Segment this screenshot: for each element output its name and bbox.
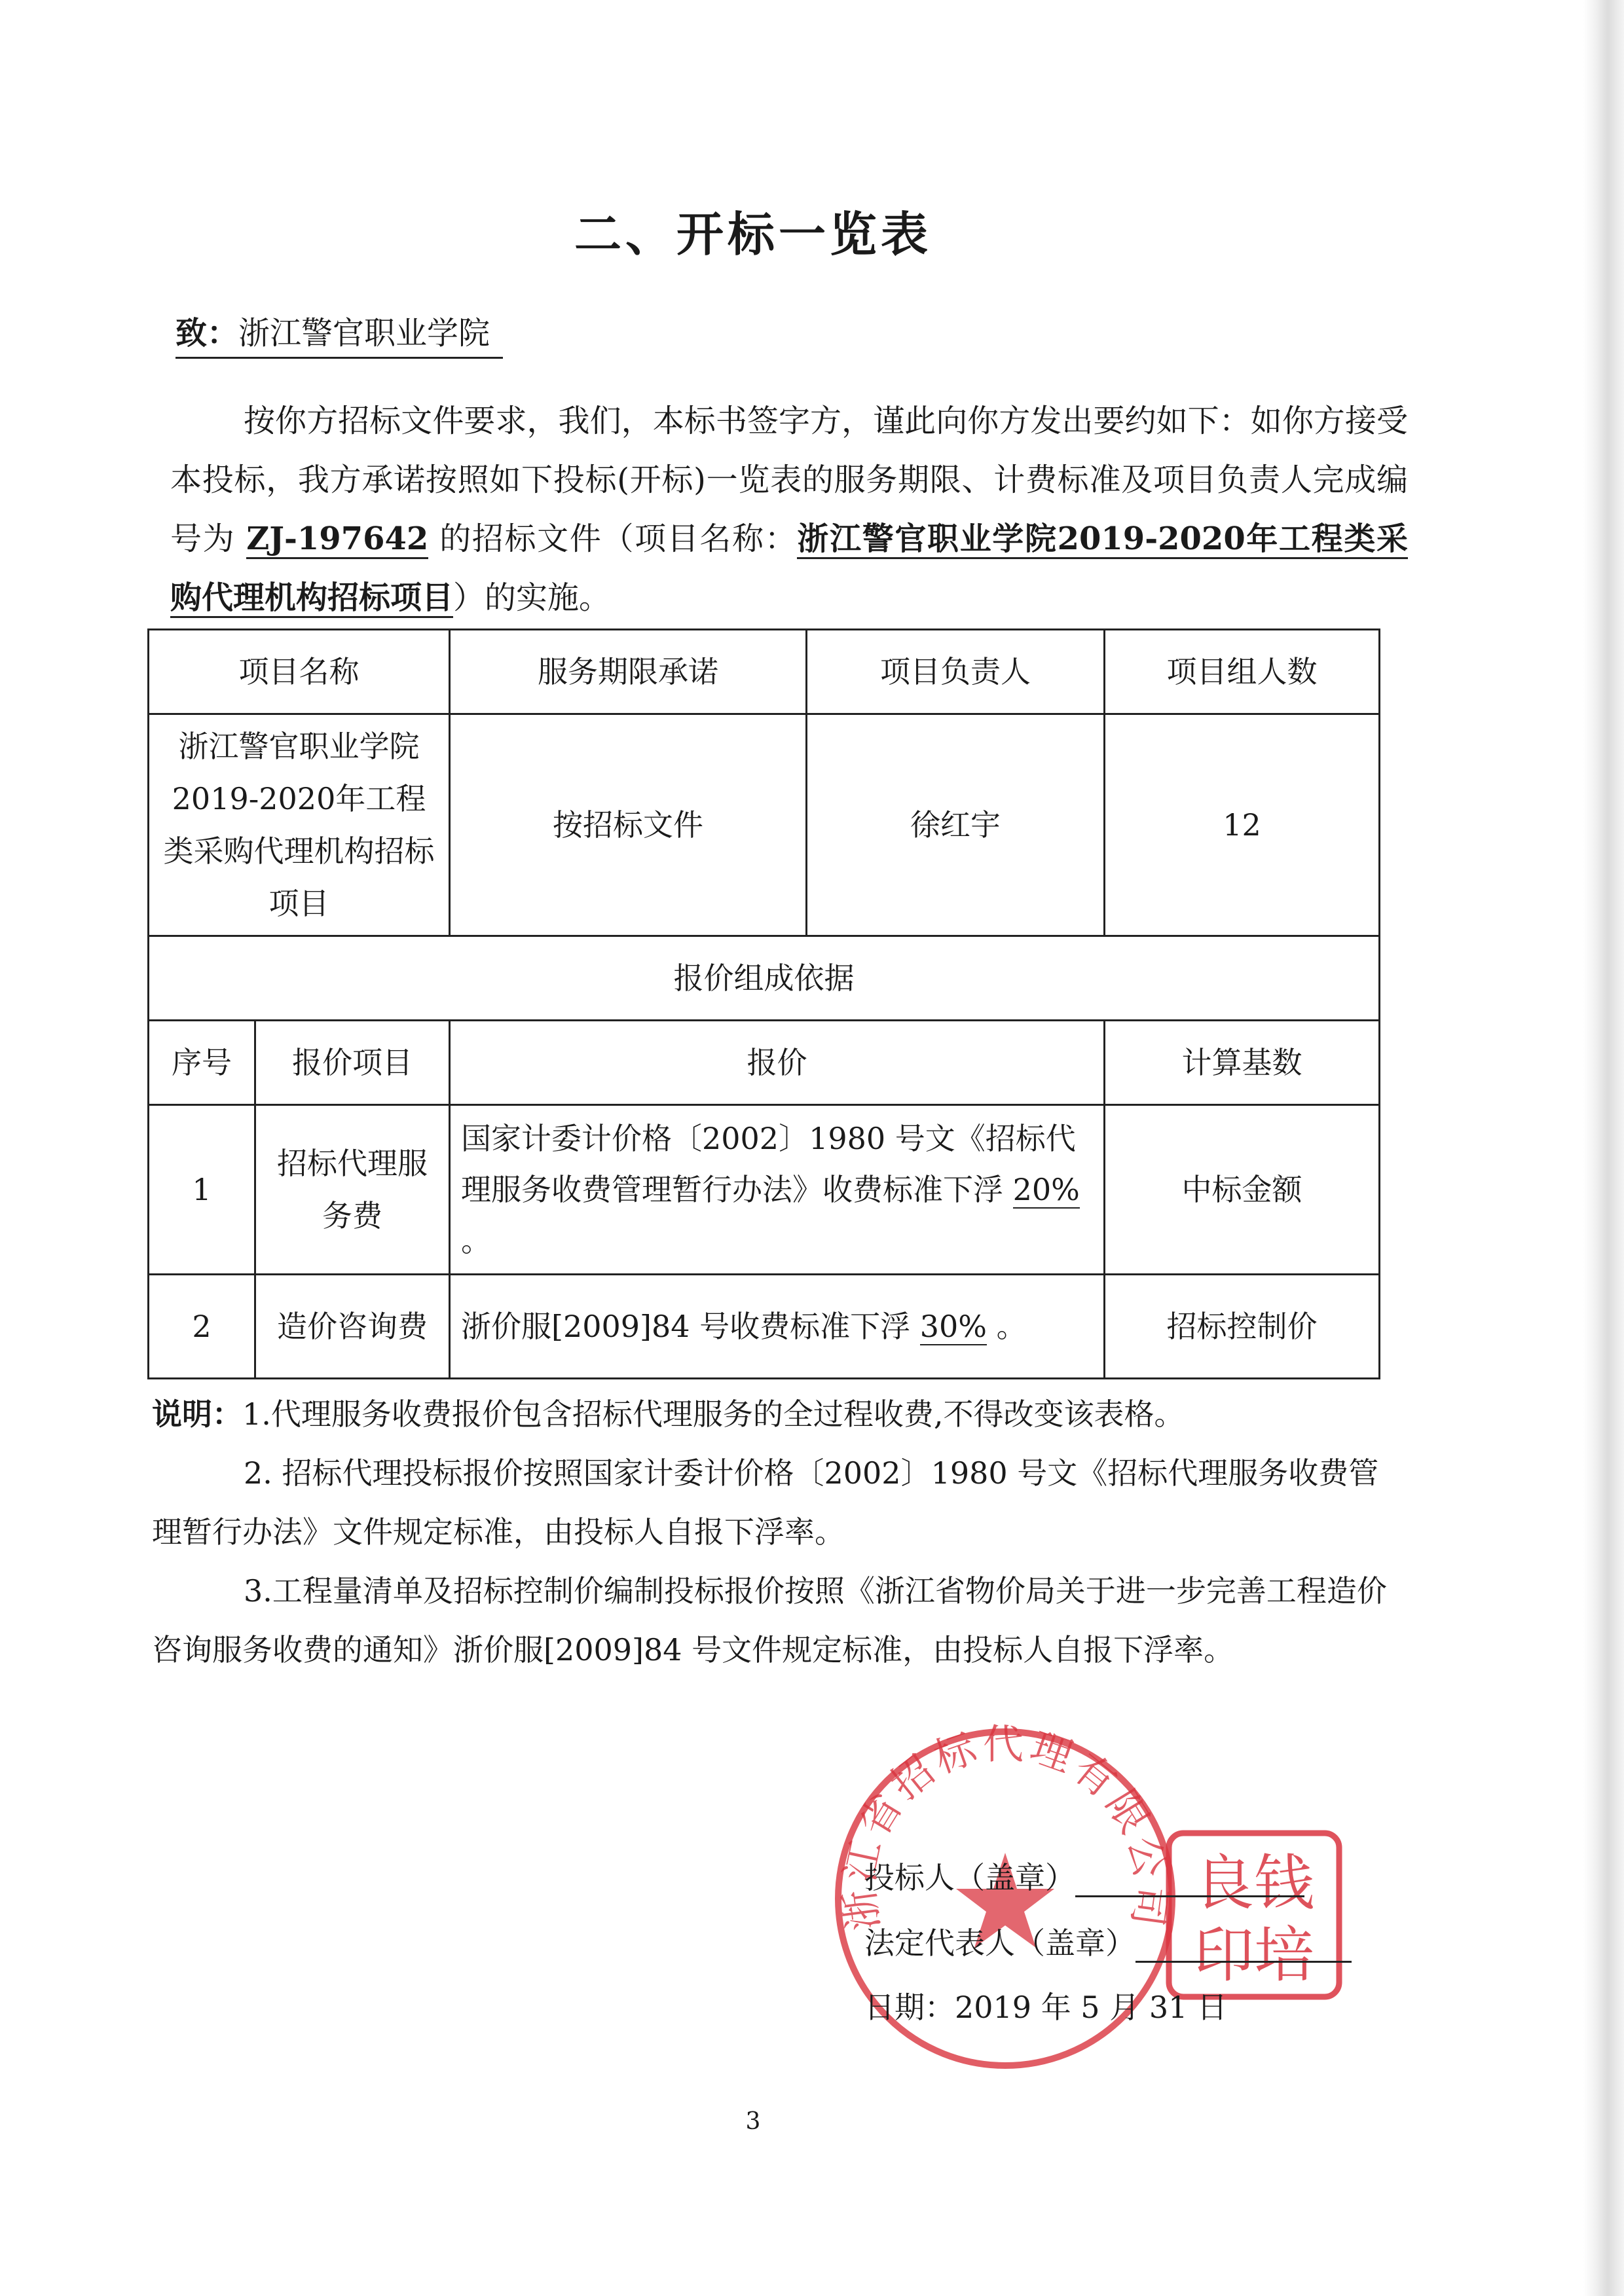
section-title: 报价组成依据 — [149, 936, 1380, 1021]
intro-text-3: ）的实施。 — [453, 579, 611, 616]
date-label: 日期： — [864, 1990, 955, 2025]
personal-seal-line-1: 良钱 — [1193, 1848, 1315, 1918]
quote-header-item: 报价项目 — [255, 1021, 450, 1105]
quote-no: 1 — [149, 1105, 255, 1275]
personal-seal-line-2: 印培 — [1193, 1920, 1315, 1990]
page-number: 3 — [745, 2108, 761, 2135]
quote-price — [450, 1105, 1105, 1275]
recipient-label: 致： — [175, 315, 239, 352]
intro-paragraph — [170, 392, 1408, 627]
header-team-size: 项目组人数 — [1105, 630, 1380, 714]
quote-price-text: 浙价服[2009]84 号收费标准下浮 — [461, 1309, 911, 1344]
quote-header-row — [149, 1021, 1380, 1105]
table-row — [149, 1105, 1380, 1275]
recipient — [175, 308, 503, 359]
intro-text-1: 按你方招标文件要求，我们，本标书签字方，谨此向你方发出要约如下：如你方接受本投标，我方承诺按照如下投标(开标)一览表的服务期限、计费标准及项目负责人完成编号为 — [170, 403, 1408, 557]
table-row — [149, 1275, 1380, 1379]
header-service-period: 服务期限承诺 — [450, 630, 807, 714]
section-row — [149, 936, 1380, 1021]
quote-base: 招标控制价 — [1105, 1275, 1380, 1379]
recipient-name: 浙江警官职业学院 — [238, 315, 490, 352]
quote-price-end: 。 — [461, 1223, 491, 1258]
header-project-manager: 项目负责人 — [807, 630, 1105, 714]
cell-project-name: 浙江警官职业学院2019-2020年工程类采购代理机构招标项目 — [149, 714, 450, 936]
quote-no: 2 — [149, 1275, 255, 1379]
notes — [152, 1385, 1390, 1679]
seal-text: 浙江省招标代理有限公司 — [834, 1722, 1176, 1933]
bidder-line — [864, 1854, 1304, 1897]
quote-price — [450, 1275, 1105, 1379]
note-3: 3.工程量清单及招标控制价编制投标报价按照《浙江省物价局关于进一步完善工程造价咨询服务收费的通知》浙价服[2009]84 号文件规定标准，由投标人自报下浮率。 — [152, 1573, 1387, 1667]
cell-project-manager: 徐红宇 — [807, 714, 1105, 936]
cell-service-period: 按招标文件 — [450, 714, 807, 936]
header-project-name: 项目名称 — [149, 630, 450, 714]
quote-header-no: 序号 — [149, 1021, 255, 1105]
note-1: 说明：1.代理服务收费报价包含招标代理服务的全过程收费,不得改变该表格。 — [152, 1396, 1185, 1432]
quote-price-text: 国家计委计价格〔2002〕1980 号文《招标代理服务收费管理暂行办法》收费标准下浮 — [461, 1121, 1076, 1207]
bidder-label: 投标人（盖章） — [864, 1860, 1075, 1895]
legal-rep-label: 法定代表人（盖章） — [864, 1925, 1135, 1961]
quote-price-end: 。 — [996, 1309, 1027, 1344]
page-title: 二、开标一览表 — [574, 207, 932, 262]
legal-rep-line — [864, 1920, 1352, 1963]
date-value: 2019 年 5 月 31 日 — [955, 1990, 1227, 2025]
date-line — [864, 1984, 1227, 2027]
quote-header-base: 计算基数 — [1105, 1021, 1380, 1105]
bid-table — [147, 629, 1380, 1379]
table-row — [149, 714, 1380, 936]
note-2: 2. 招标代理投标报价按照国家计委计价格〔2002〕1980 号文《招标代理服务收费管理暂行办法》文件规定标准，由投标人自报下浮率。 — [152, 1455, 1379, 1550]
scan-edge — [1583, 0, 1624, 2296]
project-number: ZJ-197642 — [246, 520, 428, 559]
notes-label: 说明： — [152, 1396, 242, 1432]
quote-price-value: 30% — [919, 1309, 987, 1344]
intro-text-2: 的招标文件（项目名称： — [439, 520, 798, 557]
project-name: 浙江警官职业学院2019-2020年工程类采购代理机构招标项目 — [170, 520, 1408, 618]
table-header-row — [149, 630, 1380, 714]
cell-team-size: 12 — [1105, 714, 1380, 936]
quote-item: 招标代理服务费 — [255, 1105, 450, 1275]
quote-header-price: 报价 — [450, 1021, 1105, 1105]
quote-item: 造价咨询费 — [255, 1275, 450, 1379]
quote-base: 中标金额 — [1105, 1105, 1380, 1275]
quote-price-value: 20% — [1012, 1172, 1080, 1207]
personal-seal — [1162, 1827, 1346, 2003]
